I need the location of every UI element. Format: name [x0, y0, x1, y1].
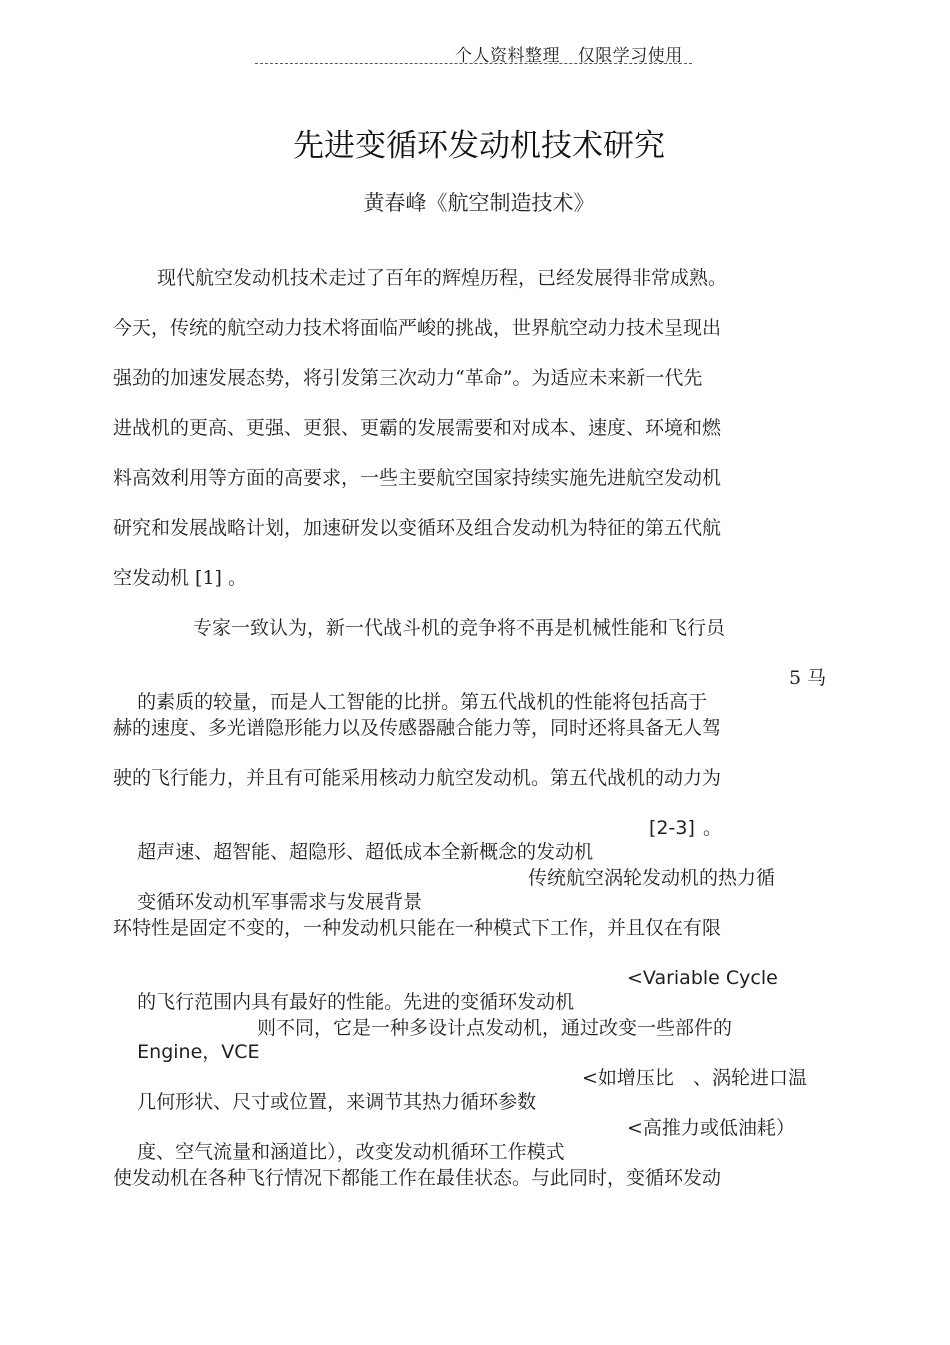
- page-header: 个人资料整理 仅限学习使用: [455, 46, 683, 66]
- header-divider: [255, 63, 692, 64]
- paragraph-1-line-7: 空发动机 [1] 。: [113, 567, 247, 589]
- section-heading: 变循环发动机军事需求与发展背景: [137, 891, 423, 913]
- paragraph-1-line-3: 强劲的加速发展态势，将引发第三次动力“革命”。为适应未来新一代先: [113, 367, 703, 389]
- paragraph-3-line-7: 使发动机在各种飞行情况下都能工作在最佳状态。与此同时，变循环发动: [113, 1167, 722, 1189]
- paragraph-3-line-4: [113, 1016, 733, 1063]
- paragraph-3-line-6-text: 度、空气流量和涵道比），改变发动机循环工作模式: [137, 1141, 565, 1163]
- paragraph-2-line-2: [113, 666, 827, 713]
- paragraph-3-line-3: [113, 966, 778, 1013]
- paragraph-1-line-5: 料高效利用等方面的高要求，一些主要航空国家持续实施先进航空发动机: [113, 467, 722, 489]
- paragraph-1-line-6: 研究和发展战略计划，加速研发以变循环及组合发动机为特征的第五代航: [113, 517, 722, 539]
- paragraph-2-line-3: 赫的速度、多光谱隐形能力以及传感器融合能力等，同时还将具备无人驾: [113, 717, 722, 739]
- paragraph-3-line-4-text: 则不同，它是一种多设计点发动机，通过改变一些部件的: [257, 1017, 733, 1039]
- article-byline: 黄春峰《航空制造技术》: [363, 191, 595, 215]
- paragraph-3-line-1: [113, 866, 776, 913]
- paragraph-1-line-2: 今天，传统的航空动力技术将面临严峻的挑战，世界航空动力技术呈现出: [113, 317, 722, 339]
- paragraph-2-line-4: 驶的飞行能力，并且有可能采用核动力航空发动机。第五代战机的动力为: [113, 767, 722, 789]
- citation-ref: [2-3]: [649, 817, 695, 839]
- paragraph-3-line-5: [113, 1066, 808, 1113]
- paragraph-2-line-5: [113, 816, 723, 863]
- paragraph-3-line-3-text: 的飞行范围内具有最好的性能。先进的变循环发动机: [137, 991, 575, 1013]
- paragraph-1-line-4: 进战机的更高、更强、更狠、更霸的发展需要和对成本、速度、环境和燃: [113, 417, 722, 439]
- paragraph-3-line-3-latin: <Variable Cycle: [627, 967, 778, 989]
- paragraph-3-line-5-text: 几何形状、尺寸或位置，来调节其热力循环参数: [137, 1091, 537, 1113]
- paragraph-3-line-4-latin: Engine，VCE: [137, 1041, 260, 1063]
- paragraph-2-line-2-tail: 5 马: [789, 667, 827, 689]
- paragraph-2-line-5-text: 超声速、超智能、超隐形、超低成本全新概念的发动机: [137, 841, 594, 863]
- paragraph-3-line-5-end: 、涡轮进口温: [693, 1067, 808, 1089]
- paragraph-3-line-1-text: 传统航空涡轮发动机的热力循: [528, 867, 776, 889]
- paragraph-2-line-1: 专家一致认为，新一代战斗机的竞争将不再是机械性能和飞行员: [193, 617, 726, 639]
- paragraph-2-line-5-end: 。: [703, 817, 723, 839]
- paragraph-3-line-2: 环特性是固定不变的，一种发动机只能在一种模式下工作，并且仅在有限: [113, 917, 722, 939]
- paragraph-1-line-1: 现代航空发动机技术走过了百年的辉煌历程，已经发展得非常成熟。: [157, 267, 728, 289]
- paragraph-3-line-6-end: <高推力或低油耗）: [627, 1117, 795, 1139]
- paragraph-2-line-2-text: 的素质的较量，而是人工智能的比拼。第五代战机的性能将包括高于: [137, 691, 708, 713]
- paragraph-3-line-6: [113, 1116, 795, 1163]
- paragraph-3-line-5-mid: <如增压比: [582, 1067, 674, 1089]
- article-title: 先进变循环发动机技术研究: [293, 128, 665, 164]
